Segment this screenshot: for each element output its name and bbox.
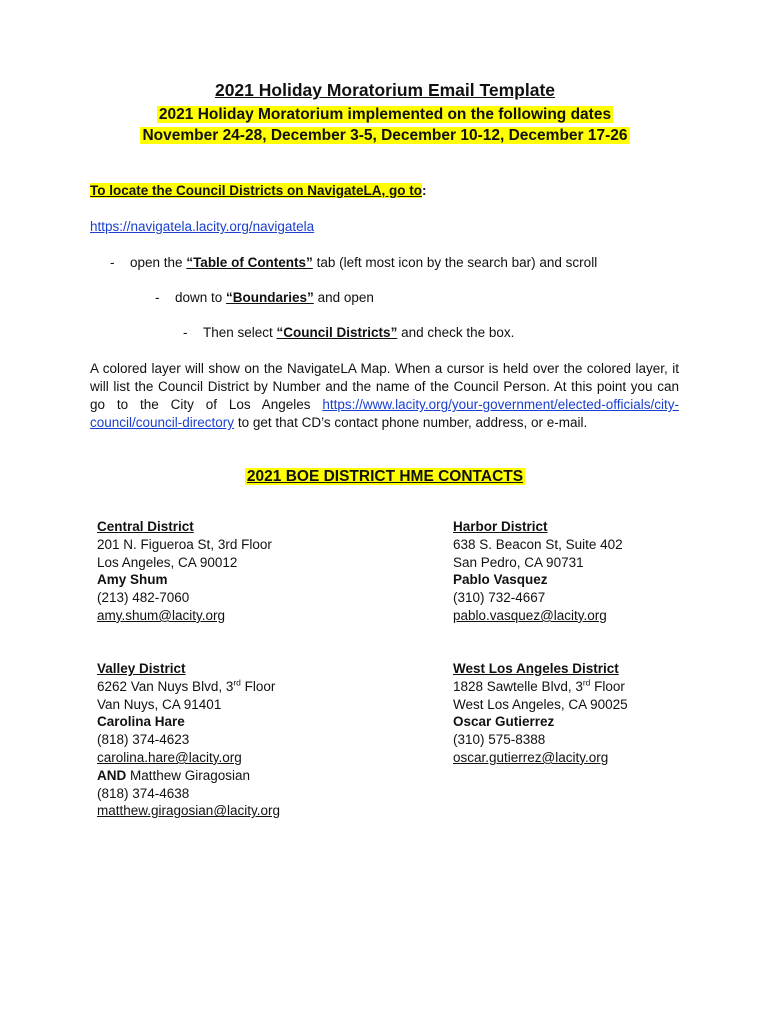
step-2-dash: -	[155, 290, 160, 305]
moratorium-subtitle-text: 2021 Holiday Moratorium implemented on the following dates	[158, 106, 612, 123]
step-2-after: and open	[313, 290, 374, 305]
address-line-2: West Los Angeles, CA 90025	[453, 696, 628, 712]
info-paragraph-after: to get that CD’s contact phone number, address, or e-mail.	[234, 415, 588, 430]
contact-email[interactable]: oscar.gutierrez@lacity.org	[453, 749, 609, 765]
district-name: West Los Angeles District	[453, 661, 619, 676]
step-3-bold: “Council Districts”	[276, 325, 398, 340]
step-3-after: and check the box.	[397, 325, 515, 340]
moratorium-subtitle	[0, 106, 770, 124]
contact-valley	[97, 660, 280, 820]
contact-person: Pablo Vasquez	[453, 572, 548, 588]
step-1	[110, 255, 597, 270]
address-line-1: 201 N. Figueroa St, 3rd Floor	[97, 536, 272, 552]
address-line-1: 638 S. Beacon St, Suite 402	[453, 536, 623, 552]
council-directory-link[interactable]: https://www.lacity.org/your-government/elected-officials/city-council/council-directory	[90, 397, 679, 430]
step-1-before: open the	[130, 255, 187, 270]
step-1-after: tab (left most icon by the search bar) and scroll	[312, 255, 598, 270]
contact-central	[97, 518, 272, 625]
page-title: 2021 Holiday Moratorium Email Template	[214, 80, 556, 100]
moratorium-dates	[0, 127, 770, 145]
contact-phone: (310) 732-4667	[453, 590, 546, 606]
contact-email[interactable]: pablo.vasquez@lacity.org	[453, 607, 607, 623]
contact-person: Oscar Gutierrez	[453, 714, 555, 730]
step-2-before: down to	[175, 290, 227, 305]
boe-contacts-heading	[0, 468, 770, 486]
district-name: Harbor District	[453, 519, 548, 534]
contact-phone: (818) 374-4623	[97, 732, 190, 748]
address-line-1	[453, 678, 628, 696]
contact-phone: (310) 575-8388	[453, 732, 546, 748]
locate-instruction-text: To locate the Council Districts on NavigateLA, go to	[90, 183, 423, 198]
contact-person-2: Matthew Giragosian	[126, 767, 251, 783]
contact-person: Carolina Hare	[97, 714, 185, 730]
address-line-1	[97, 678, 280, 696]
second-contact	[97, 767, 280, 785]
step-3-dash: -	[183, 325, 188, 340]
step-1-dash: -	[110, 255, 115, 270]
step-3	[183, 325, 514, 340]
step-2-bold: “Boundaries”	[226, 290, 314, 305]
contact-west-la	[453, 660, 628, 767]
ordinal-suffix: rd	[233, 677, 241, 688]
navigatela-link[interactable]: https://navigatela.lacity.org/navigatela	[90, 219, 315, 234]
address-post: Floor	[590, 678, 625, 694]
address-post: Floor	[240, 678, 276, 694]
boe-contacts-heading-text: 2021 BOE DISTRICT HME CONTACTS	[246, 468, 524, 485]
contact-person: Amy Shum	[97, 572, 168, 588]
address-pre: 1828 Sawtelle Blvd, 3	[453, 678, 583, 694]
contact-email[interactable]: amy.shum@lacity.org	[97, 607, 225, 623]
navigatela-url	[90, 219, 314, 234]
contact-harbor	[453, 518, 623, 625]
address-line-2: Los Angeles, CA 90012	[97, 554, 238, 570]
contact-phone-2: (818) 374-4638	[97, 785, 190, 801]
district-name: Valley District	[97, 661, 186, 676]
step-3-before: Then select	[203, 325, 277, 340]
contact-email-2[interactable]: matthew.giragosian@lacity.org	[97, 803, 281, 819]
locate-instruction	[90, 183, 427, 198]
info-paragraph-text: A colored layer will show on the NavigateLA Map. When a cursor is held over the colored layer, it will list the Council District by Number and the name of the Council Person. At this point you can go to the City of Los Angeles	[90, 361, 679, 412]
step-2	[155, 290, 374, 305]
step-1-bold: “Table of Contents”	[186, 255, 313, 270]
moratorium-dates-text: November 24-28, December 3-5, December 10-12, December 17-26	[142, 127, 628, 144]
info-paragraph	[90, 360, 679, 432]
address-line-2: Van Nuys, CA 91401	[97, 696, 222, 712]
contact-email[interactable]: carolina.hare@lacity.org	[97, 749, 242, 765]
and-label: AND	[97, 767, 127, 783]
locate-colon: :	[422, 183, 427, 198]
district-name: Central District	[97, 519, 194, 534]
address-line-2: San Pedro, CA 90731	[453, 554, 584, 570]
contact-phone: (213) 482-7060	[97, 590, 190, 606]
ordinal-suffix: rd	[582, 677, 591, 688]
address-pre: 6262 Van Nuys Blvd, 3	[97, 678, 234, 694]
